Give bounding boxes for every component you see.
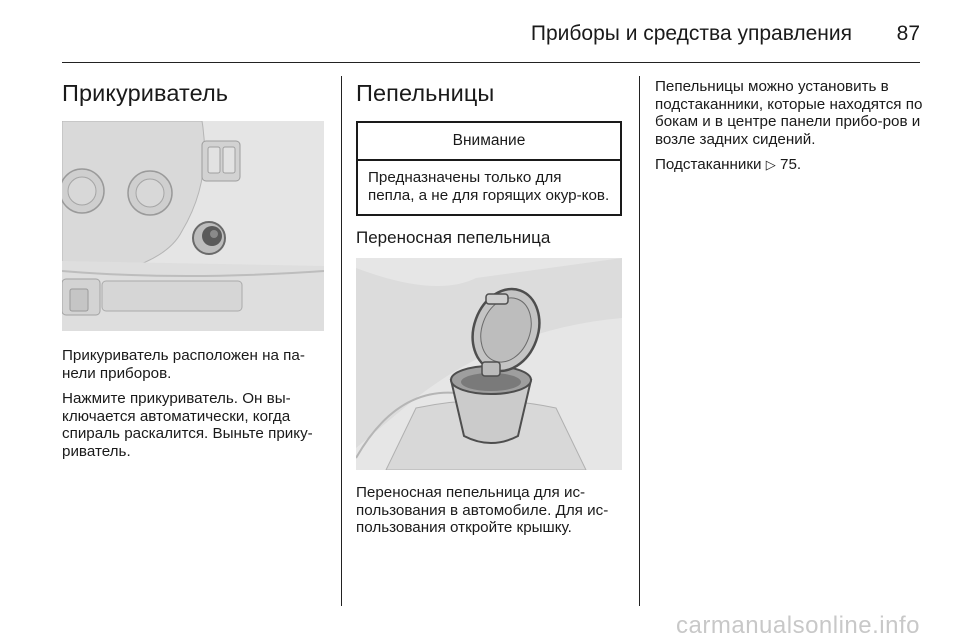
portable-ashtray-heading: Переносная пепельница: [356, 228, 551, 247]
cupholders-ref-label: Подстаканники: [655, 156, 762, 173]
ashtrays-heading: Пепельницы: [356, 80, 495, 106]
warning-text: Предназначены только для пепла, а не для горящих окур-ков.: [368, 169, 610, 204]
page-header-title: Приборы и средства управления: [530, 22, 852, 45]
column-ashtrays: [356, 76, 622, 545]
portable-ashtray-text: Переносная пепельница для ис-пользования в автомобиле. Для ис-пользования откройте крышку.: [356, 484, 609, 536]
warning-title: Внимание: [358, 123, 620, 161]
watermark: carmanualsonline.info: [676, 612, 920, 639]
header-rule: [62, 62, 920, 63]
column-cupholders: [655, 78, 923, 182]
column-lighter: [62, 76, 324, 468]
triangle-reference-icon: ▷: [765, 157, 776, 172]
portable-ashtray-illustration: [356, 258, 622, 470]
column-divider-1: [341, 76, 342, 606]
warning-box: [356, 121, 622, 216]
page-number: 87: [896, 22, 920, 45]
column-divider-2: [639, 76, 640, 606]
cupholders-ref-page[interactable]: 75.: [780, 156, 802, 173]
lighter-heading: Прикуриватель: [62, 80, 229, 106]
lighter-usage-text: Нажмите прикуриватель. Он вы-ключается автоматически, когда спираль раскалится. Выньте прику-риватель.: [62, 390, 313, 460]
lighter-location-text: Прикуриватель расположен на па-нели приборов.: [62, 347, 305, 382]
cupholders-reference: [655, 156, 923, 174]
cupholders-text: Пепельницы можно установить в подстаканники, которые находятся по бокам и в центре панели прибо-ров и возле задних сидений.: [655, 78, 923, 148]
lighter-illustration: [62, 121, 324, 331]
